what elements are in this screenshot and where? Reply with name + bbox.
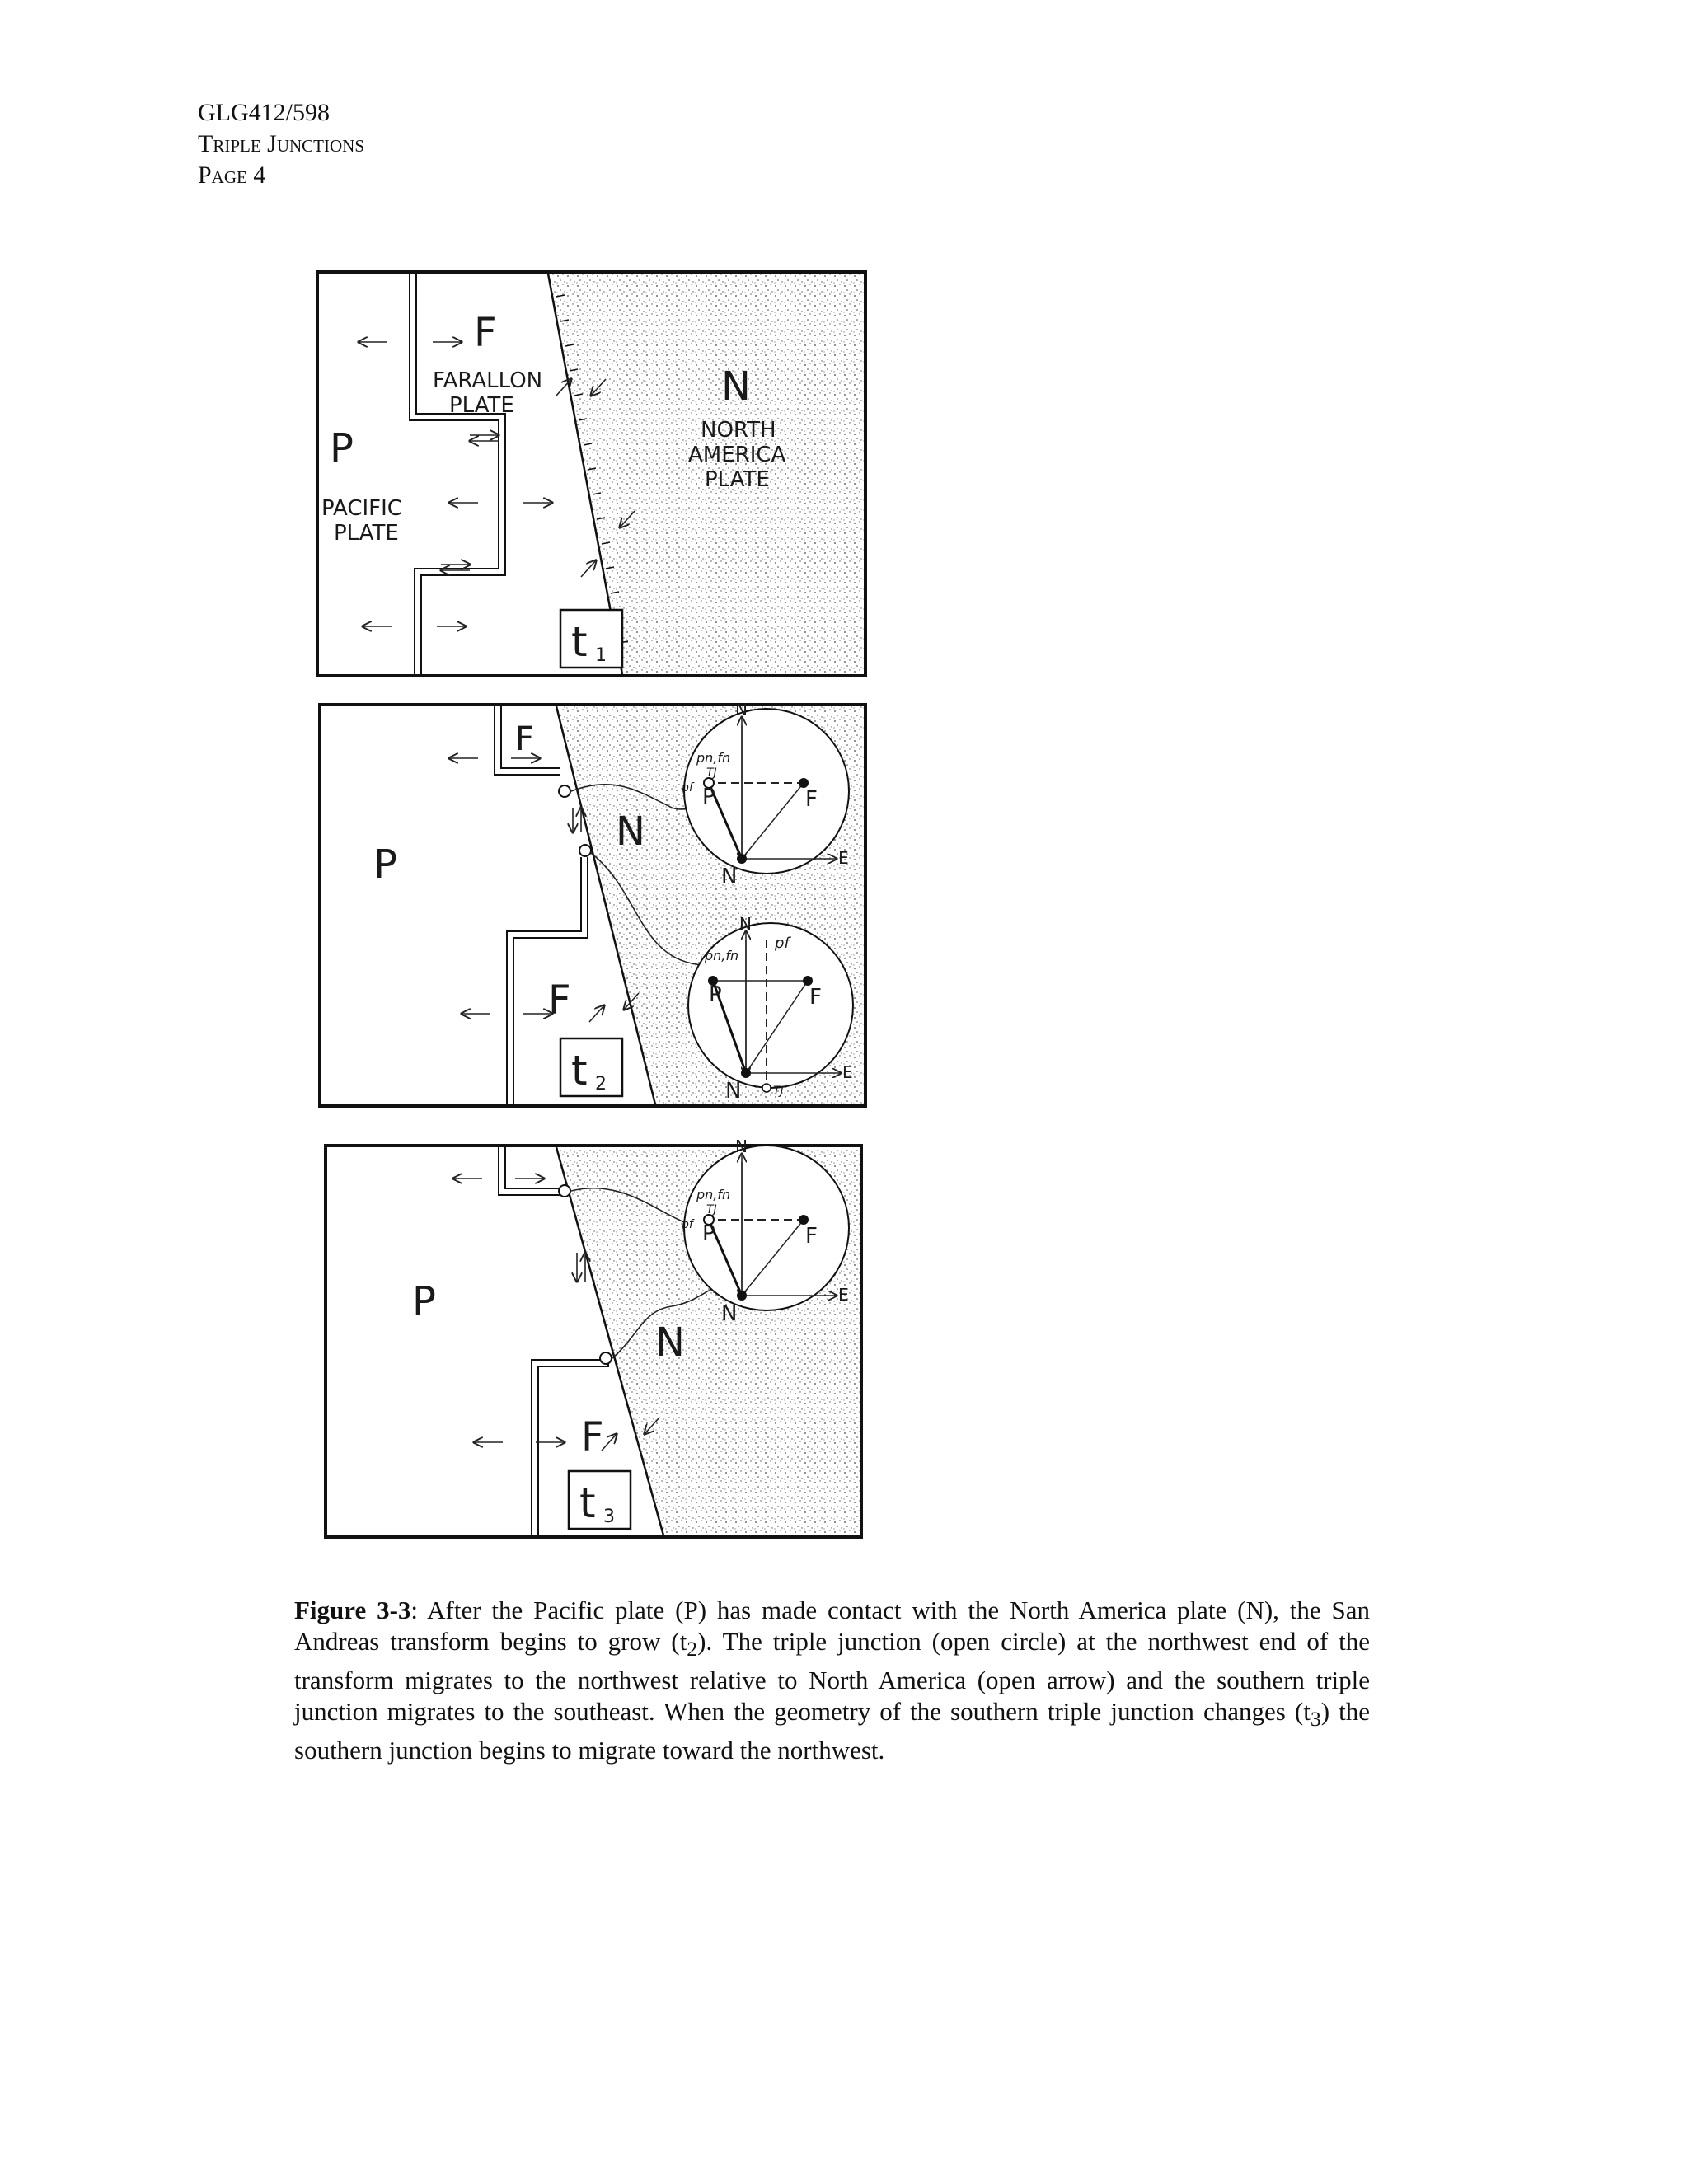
- label-farallon-plate: PLATE: [449, 393, 514, 418]
- caption-sub-2: 3: [1310, 1707, 1321, 1732]
- circle3-P: P: [702, 1221, 715, 1246]
- circle3-pnfn: pn,fn: [696, 1187, 731, 1202]
- label-america: AMERICA: [688, 443, 786, 467]
- time-label-t3: t: [579, 1479, 596, 1527]
- circle2-pnfn: pn,fn: [705, 948, 739, 963]
- document-title: Triple Junctions: [198, 130, 365, 157]
- label-F-t3: F: [581, 1414, 604, 1460]
- label-N-t3: N: [655, 1319, 685, 1366]
- circle2-F: F: [809, 985, 822, 1010]
- label-F: F: [474, 310, 497, 356]
- time-box-t1: [560, 610, 622, 668]
- caption-text-2: ). The triple junction (open circle) at the northwest end of the transform migrates to the northwest relative to North America (open arrow) and the southern triple junction migrates to the southeast. When the geometry of the southern triple junction changes (t: [294, 1627, 1370, 1727]
- circle3-axis-E: E: [838, 1285, 849, 1305]
- label-F-top: F: [515, 720, 535, 758]
- page-header: [198, 97, 364, 191]
- time-box-t3: [569, 1471, 631, 1529]
- label-na-plate: PLATE: [705, 467, 770, 492]
- circle2-N: N: [725, 1079, 742, 1104]
- circle2-pf: pf: [775, 935, 790, 952]
- circle1-tj: TJ: [706, 766, 717, 780]
- circle2-tj: TJ: [773, 1085, 784, 1098]
- label-pacific-plate: PLATE: [334, 521, 399, 546]
- circle1-P: P: [702, 785, 715, 809]
- time-sub-t3: 3: [603, 1507, 615, 1527]
- triple-junction-south: [579, 845, 591, 856]
- triple-junction-north-t3: [559, 1185, 570, 1197]
- time-sub-t1: 1: [595, 645, 607, 666]
- figure-3-3: [309, 264, 903, 1549]
- caption-label: Figure 3-3: [294, 1596, 411, 1624]
- circle1-axis-E: E: [838, 848, 849, 868]
- triple-junction-north: [559, 785, 570, 797]
- label-N-t2: N: [616, 808, 645, 855]
- label-P-t2: P: [373, 841, 397, 888]
- page-number: Page 4: [198, 162, 266, 189]
- circle3-axis-N: N: [735, 1137, 748, 1156]
- circle2-axis-N: N: [739, 914, 752, 934]
- label-north: NORTH: [701, 418, 776, 443]
- triple-junction-south-t3: [600, 1352, 612, 1364]
- circle3-tj: TJ: [706, 1203, 717, 1216]
- caption-text-1: : After the Pacific plate (P) has made contact with the North America plate (N), the San Andreas transform begins to grow (t: [294, 1596, 1370, 1656]
- time-label-t2: t: [571, 1047, 588, 1094]
- circle1-axis-N: N: [735, 700, 748, 719]
- panel-t2: [320, 700, 865, 1106]
- circle3-N: N: [721, 1301, 738, 1326]
- label-farallon: FARALLON: [433, 368, 543, 393]
- figure-drawing: [309, 264, 903, 1549]
- label-pacific: PACIFIC: [321, 496, 402, 521]
- caption-text-3: ) the southern junction begins to migrate toward the northwest.: [294, 1697, 1370, 1765]
- caption-sub-1: 2: [687, 1637, 698, 1661]
- label-P-t3: P: [412, 1278, 436, 1324]
- circle2-P: P: [709, 982, 722, 1007]
- circle1-F: F: [805, 787, 818, 812]
- time-sub-t2: 2: [595, 1074, 607, 1094]
- figure-caption: [294, 1595, 1370, 1766]
- circle3-F: F: [805, 1224, 818, 1249]
- label-P: P: [330, 425, 354, 471]
- time-box-t2: [560, 1038, 622, 1096]
- circle1-N: N: [721, 865, 738, 889]
- panel-t1: [317, 272, 865, 676]
- circle1-pf: pf: [682, 781, 693, 794]
- course-code: GLG412/598: [198, 99, 330, 126]
- panel-t3: [326, 1137, 861, 1537]
- label-N: N: [721, 363, 751, 410]
- circle1-pnfn: pn,fn: [696, 750, 731, 766]
- time-label-t1: t: [571, 618, 588, 666]
- circle3-pf: pf: [682, 1218, 693, 1231]
- label-F-bottom: F: [548, 977, 571, 1024]
- circle2-axis-E: E: [842, 1062, 853, 1082]
